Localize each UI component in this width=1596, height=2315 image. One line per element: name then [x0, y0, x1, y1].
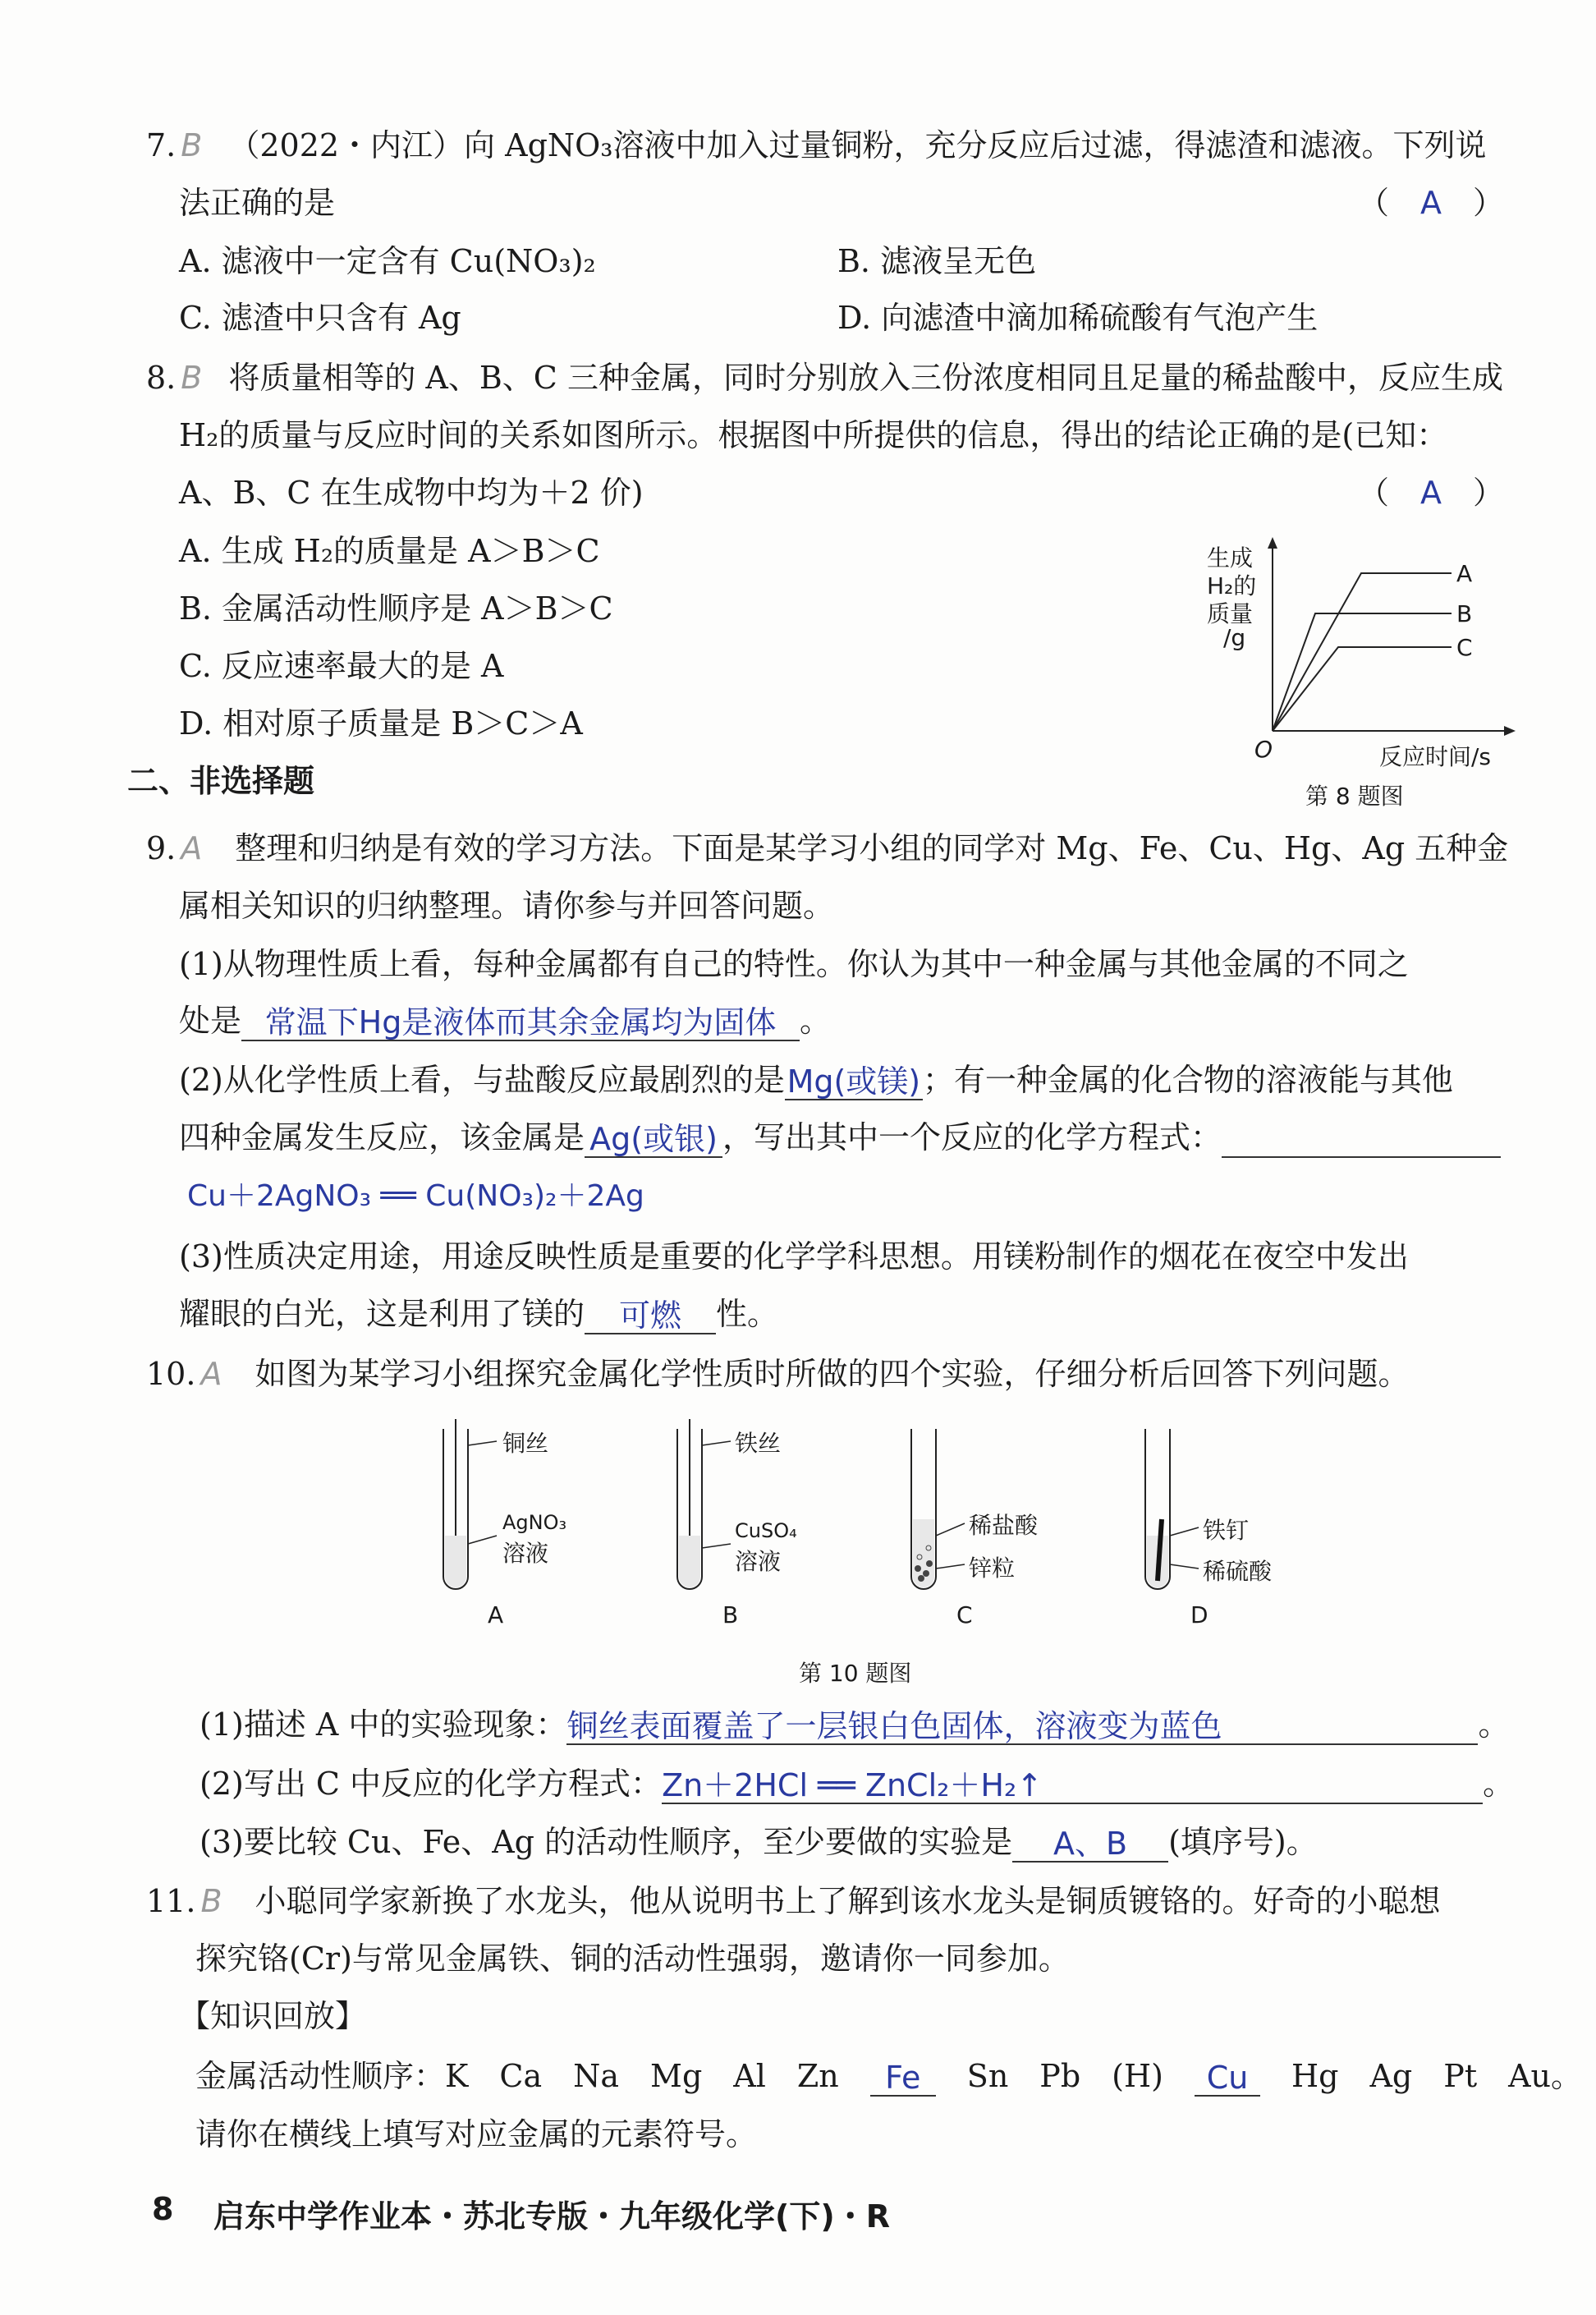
q8-answer: A [1419, 475, 1442, 511]
tube-b [677, 1419, 731, 1589]
q8-option-a: A. 生成 H₂的质量是 A＞B＞C [179, 533, 600, 569]
q8-option-c: C. 反应速率最大的是 A [179, 648, 504, 684]
tube-b-id: B [722, 1601, 739, 1628]
figure-8 [1182, 534, 1527, 813]
curve-c [1273, 647, 1437, 731]
q9-p1a: (1)从物理性质上看，每种金属都有自己的特性。你认为其中一种金属与其他金属的不同之 [179, 946, 1409, 982]
q11-line2: 探究铬(Cr)与常见金属铁、铜的活动性强弱，邀请你一同参加。 [195, 1941, 1070, 1977]
q7-line1: 7. B （2022・内江）向 AgNO₃溶液中加入过量铜粉，充分反应后过滤，得滤渣和滤液。下列说 [146, 127, 1487, 163]
fig8-ylabel-4: /g [1223, 624, 1246, 651]
fig8-label-a: A [1456, 560, 1473, 587]
tube-a-top-label: 铜丝 [502, 1430, 549, 1457]
figure-10 [427, 1412, 1371, 1692]
curve-a [1273, 573, 1437, 731]
tube-c-top-label: 稀盐酸 [969, 1512, 1039, 1539]
tube-b-top-label: 铁丝 [735, 1430, 782, 1457]
fig8-caption: 第 8 题图 [1305, 783, 1404, 810]
fig8-ylabel-2: H₂的 [1207, 572, 1257, 599]
q9-answer-3[interactable]: Ag(或银) [585, 1118, 722, 1158]
tube-a-id: A [488, 1601, 504, 1628]
tube-c [911, 1429, 965, 1589]
q9-line1: 9. A 整理和归纳是有效的学习方法。下面是某学习小组的同学对 Mg、Fe、Cu、Hg、Ag 五种金 [146, 830, 1509, 866]
q11-answer-cu[interactable]: Cu [1195, 2057, 1260, 2097]
q8-option-b: B. 金属活动性顺序是 A＞B＞C [179, 590, 613, 627]
q9-p3a: (3)性质决定用途，用途反映性质是重要的化学学科思想。用镁粉制作的烟花在夜空中发出 [179, 1238, 1409, 1275]
q7-answer: A [1419, 185, 1442, 221]
tube-a-label-1: AgNO₃ [502, 1511, 567, 1534]
fig8-label-b: B [1456, 600, 1473, 627]
fig8-xlabel: 反应时间/s [1379, 743, 1492, 770]
q10-p1: (1)描述 A 中的实验现象：铜丝表面覆盖了一层银白色固体，溶液变为蓝色 。 [200, 1706, 1510, 1744]
q7-grade: B [181, 127, 203, 163]
tube-d-label-1: 稀硫酸 [1203, 1558, 1273, 1585]
q10-line1: 10. A 如图为某学习小组探究金属化学性质时所做的四个实验，仔细分析后回答下列问题。 [146, 1356, 1410, 1392]
q10-answer-3[interactable]: A、B [1012, 1823, 1168, 1863]
q10-answer-2[interactable]: Zn＋2HCl ══ ZnCl₂＋H₂↑ [662, 1765, 1483, 1804]
tube-d [1145, 1429, 1199, 1589]
q9-p1b: 处是 常温下Hg是液体而其余金属均为固体 。 [179, 1003, 832, 1040]
tube-d-top-label: 铁钉 [1203, 1517, 1250, 1544]
q9-answer-4[interactable]: Cu＋2AgNO₃ ══ Cu(NO₃)₂＋2Ag [187, 1179, 644, 1213]
q8-answer-bracket: （ A ） [1357, 475, 1504, 511]
q10-grade: A [200, 1356, 222, 1392]
q8-line3: A、B、C 在生成物中均为＋2 价) [179, 475, 644, 511]
tube-c-label-1: 锌粒 [969, 1555, 1016, 1582]
q8-line1: 8. B 将质量相等的 A、B、C 三种金属，同时分别放入三份浓度相同且足量的稀盐酸中，反应生成 [146, 360, 1503, 396]
q11-heading: 【知识回放】 [179, 1998, 367, 2034]
fig10-caption: 第 10 题图 [799, 1660, 912, 1687]
q9-answer-5[interactable]: 可燃 [585, 1295, 716, 1334]
tube-a-label-2: 溶液 [502, 1540, 549, 1567]
curve-b [1273, 613, 1437, 731]
fig8-ylabel-3: 质量 [1207, 600, 1254, 627]
q9-answer-2[interactable]: Mg(或镁) [785, 1061, 923, 1100]
q9-line2: 属相关知识的归纳整理。请你参与并回答问题。 [179, 888, 835, 924]
q7-answer-bracket: （ A ） [1357, 185, 1504, 221]
q7-line2: 法正确的是 [179, 185, 336, 221]
tube-c-id: C [956, 1601, 973, 1628]
section-heading: 二、非选择题 [127, 763, 315, 799]
q7-option-c: C. 滤渣中只含有 Ag [179, 300, 461, 336]
q11-sequence: 金属活动性顺序：K Ca Na Mg Al Zn Fe Sn Pb (H) Cu Hg Ag Pt Au。 [195, 2058, 1583, 2096]
q7-option-b: B. 滤液呈无色 [837, 243, 1037, 279]
q7-option-a: A. 滤液中一定含有 Cu(NO₃)₂ [179, 243, 596, 279]
q11-answer-fe[interactable]: Fe [870, 2057, 936, 2097]
q10-answer-1[interactable]: 铜丝表面覆盖了一层银白色固体，溶液变为蓝色 [566, 1706, 1478, 1745]
q8-line2: H₂的质量与反应时间的关系如图所示。根据图中所提供的信息，得出的结论正确的是(已知： [179, 417, 1448, 453]
tube-b-label-1: CuSO₄ [735, 1519, 797, 1542]
q8-option-d: D. 相对原子质量是 B＞C＞A [179, 705, 583, 742]
q9-answer-1[interactable]: 常温下Hg是液体而其余金属均为固体 [241, 1002, 800, 1041]
q10-p3: (3)要比较 Cu、Fe、Ag 的活动性顺序，至少要做的实验是 A、B (填序号)。 [200, 1824, 1318, 1862]
q9-p2c: 四种金属发生反应，该金属是 Ag(或银) ，写出其中一个反应的化学方程式： [179, 1117, 1501, 1158]
fig8-label-c: C [1456, 634, 1473, 661]
q11-grade: B [200, 1883, 222, 1919]
fig8-origin: O [1254, 736, 1273, 763]
footer-page-number: 8 [152, 2191, 174, 2227]
q10-p2: (2)写出 C 中反应的化学方程式：Zn＋2HCl ══ ZnCl₂＋H₂↑ 。 [200, 1766, 1515, 1803]
q8-grade: B [181, 360, 203, 396]
tube-d-id: D [1190, 1601, 1208, 1628]
fig8-ylabel-1: 生成 [1207, 544, 1254, 572]
q9-grade: A [181, 830, 203, 866]
q7-option-d: D. 向滤渣中滴加稀硫酸有气泡产生 [837, 300, 1319, 336]
q9-answer-4-line [187, 1174, 644, 1217]
q11-line3: 请你在横线上填写对应金属的元素符号。 [195, 2116, 758, 2152]
tube-a [443, 1419, 497, 1589]
q9-p2a: (2)从化学性质上看，与盐酸反应最剧烈的是Mg(或镁)；有一种金属的化合物的溶液能与其他 [179, 1062, 1453, 1100]
tube-b-label-2: 溶液 [735, 1548, 782, 1575]
footer-title: 启东中学作业本・苏北专版・九年级化学(下)・R [213, 2198, 890, 2235]
q9-p3b: 耀眼的白光，这是利用了镁的 可燃 性。 [179, 1296, 779, 1334]
q11-line1: 11. B 小聪同学家新换了水龙头，他从说明书上了解到该水龙头是铜质镀铬的。好奇的小聪想 [146, 1883, 1441, 1919]
